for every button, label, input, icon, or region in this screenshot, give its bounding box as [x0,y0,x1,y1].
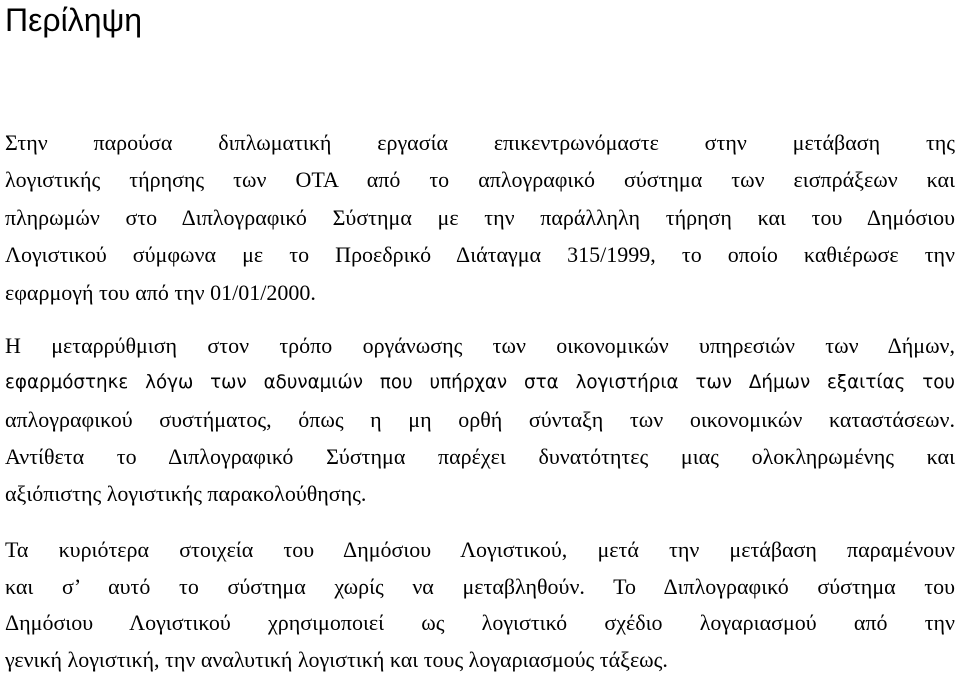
paragraph-line: Τα κυριότερα στοιχεία του Δημόσιου Λογιστικού, μετά την μετάβαση παραμένουν [5,537,955,562]
paragraph-line: πληρωμών στο Διπλογραφικό Σύστημα με την παράλληλη τήρηση και του Δημόσιου [5,204,955,230]
page-title: Περίληψη [5,2,143,38]
paragraph-line: Η μεταρρύθμιση στον τρόπο οργάνωσης των οικονομικών υπηρεσιών των Δήμων, [5,333,955,358]
paragraph-reform [5,327,955,512]
paragraph-line: Αντίθετα το Διπλογραφικό Σύστημα παρέχει δυνατότητες μιας ολοκληρωμένης και [5,444,955,469]
paragraph-line: Δημόσιου Λογιστικού χρησιμοποιεί ως λογιστικό σχέδιο λογαριασμού από την [5,610,955,635]
paragraph-public-accounting [5,532,955,678]
paragraph-line: απλογραφικού συστήματος, όπως η μη ορθή σύνταξη των οικονομικών καταστάσεων. [5,407,955,432]
paragraph-line: εφαρμόστηκε λόγω των αδυναμιών που υπήρχαν στα λογιστήρια των Δήμων εξαιτίας του [5,372,955,393]
paragraph-line: εφαρμογή του από την 01/01/2000. [5,279,316,305]
paragraph-intro [5,124,955,311]
paragraph-line: λογιστικής τήρησης των ΟΤΑ από το απλογραφικό σύστημα των εισπράξεων και [5,167,955,193]
paragraph-line: αξιόπιστης λογιστικής παρακολούθησης. [5,481,367,506]
paragraph-line: Στην παρούσα διπλωματική εργασία επικεντρωνόμαστε στην μετάβαση της [5,130,955,155]
paragraph-line: Λογιστικού σύμφωνα με το Προεδρικό Διάταγμα 315/1999, το οποίο καθιέρωσε την [5,242,955,268]
paragraph-line: γενική λογιστική, την αναλυτική λογιστική και τους λογαριασμούς τάξεως. [5,646,668,672]
paragraph-line: και σ’ αυτό το σύστημα χωρίς να μεταβληθούν. Το Διπλογραφικό σύστημα του [5,573,955,599]
